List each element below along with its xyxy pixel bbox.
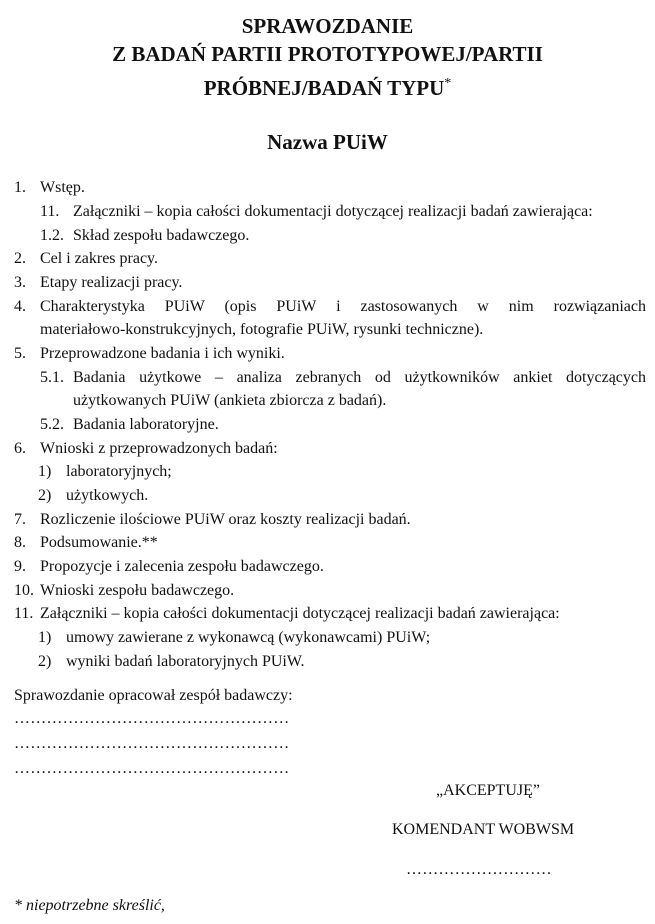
team-signature-line-2: …………………………………………… [14,735,290,752]
item-4-text-line-1: Charakterystyka PUiW (opis PUiW i zastosowanych w nim rozwiązaniach [40,298,646,315]
team-signature-line-1: …………………………………………… [14,710,290,727]
title-line-3-text: PRÓBNEJ/BADAŃ TYPU [203,76,445,100]
item-11-a-text: umowy zawierane z wykonawcą (wykonawcami) PUiW; [66,629,431,646]
item-6-b-number: 2) [38,487,52,504]
item-7-number: 7. [14,511,26,528]
item-6-a-text: laboratoryjnych; [66,463,172,480]
footnote: * niepotrzebne skreślić, [14,897,165,914]
item-11-b-number: 2) [38,653,52,670]
item-1-number: 1. [14,179,26,196]
item-5-number: 5. [14,345,26,362]
item-5-1-text-line-2: użytkowanych PUiW (ankieta zbiorcza z badań). [73,392,387,409]
item-7-text: Rozliczenie ilościowe PUiW oraz koszty realizacji badań. [40,511,411,528]
commander-signature-line: ……………………… [406,861,552,878]
item-4-number: 4. [14,298,26,315]
item-4-text-line-2: materiałowo-konstrukcyjnych, fotografie PUiW, rysunki techniczne). [40,321,484,338]
item-1-2-text: Skład zespołu badawczego. [73,227,250,244]
item-9-number: 9. [14,558,26,575]
title-footnote-mark: * [444,76,452,91]
item-11-text: Załączniki – kopia całości dokumentacji dotyczącej realizacji badań zawierająca: [40,605,560,622]
title-line-2: Z BADAŃ PARTII PROTOTYPOWEJ/PARTII [112,42,543,66]
item-10-text: Wnioski zespołu badawczego. [40,582,235,599]
acceptance-label: „AKCEPTUJĘ” [436,782,540,799]
item-2-text: Cel i zakres pracy. [40,250,159,267]
item-5-2-text: Badania laboratoryjne. [73,416,219,433]
item-10-number: 10. [14,582,34,599]
item-11-number: 11. [14,605,34,622]
item-1-text: Wstęp. [40,179,85,196]
team-label: Sprawozdanie opracował zespół badawczy: [14,687,293,704]
item-2-number: 2. [14,250,26,267]
item-9-text: Propozycje i zalecenia zespołu badawczego. [40,558,324,575]
item-5-text: Przeprowadzone badania i ich wyniki. [40,345,285,362]
item-6-number: 6. [14,440,26,457]
item-6-a-number: 1) [38,463,52,480]
item-1-2-number: 1.2. [40,227,64,244]
item-6-b-text: użytkowych. [66,487,149,504]
commander-title: KOMENDANT WOBWSM [392,821,575,838]
item-5-2-number: 5.2. [40,416,64,433]
item-11-b-text: wyniki badań laboratoryjnych PUiW. [66,653,305,670]
team-signature-line-3: …………………………………………… [14,760,290,777]
item-1-1-number: 11. [40,203,60,220]
item-8-number: 8. [14,534,26,551]
item-11-a-number: 1) [38,629,52,646]
item-8-text: Podsumowanie.** [40,534,158,551]
title-line-1: SPRAWOZDANIE [241,14,414,38]
item-5-1-text-line-1: Badania użytkowe – analiza zebranych od użytkowników ankiet dotyczących [73,369,646,386]
title-line-3 [0,76,655,101]
item-3-text: Etapy realizacji pracy. [40,274,183,291]
item-1-1-text: Załączniki – kopia całości dokumentacji dotyczącej realizacji badań zawierająca: [73,203,593,220]
item-6-text: Wnioski z przeprowadzonych badań: [40,440,278,457]
item-5-1-number: 5.1. [40,369,64,386]
document-subtitle: Nazwa PUiW [267,130,388,154]
item-3-number: 3. [14,274,26,291]
